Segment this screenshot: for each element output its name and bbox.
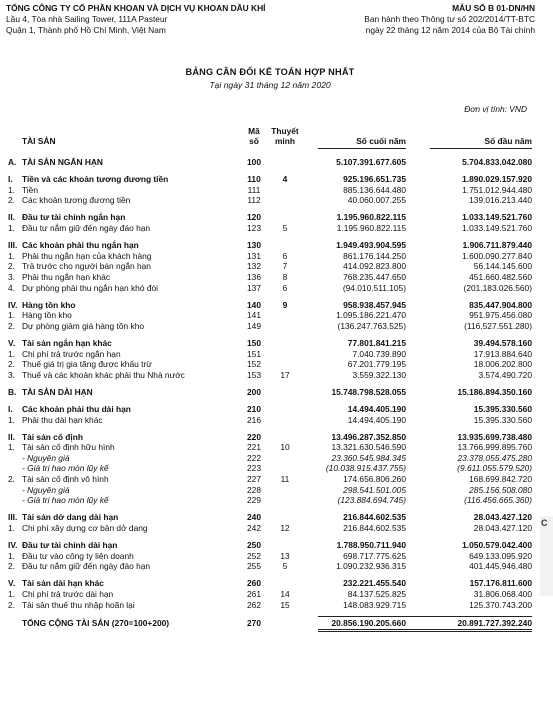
row-end-year-value: 861.176.144.250 xyxy=(343,250,406,261)
row-number: A. xyxy=(8,157,17,167)
row-code: 141 xyxy=(247,310,261,321)
total-double-rule xyxy=(318,629,532,630)
row-number: 4. xyxy=(8,282,15,293)
row-end-year-value: 885.136.644.480 xyxy=(343,184,406,195)
row-code: 151 xyxy=(247,348,261,359)
page-edge-mark: C xyxy=(541,518,548,528)
row-end-year-value: 232.221.455.540 xyxy=(343,578,406,589)
row-label: Trả trước cho người bán ngắn hạn xyxy=(22,261,151,272)
row-number: II. xyxy=(8,431,15,442)
row-end-year-value: (94.010.511.105) xyxy=(342,282,406,293)
row-label: Đầu tư tài chính ngắn hạn xyxy=(22,212,126,223)
total-double-rule xyxy=(318,631,532,632)
row-begin-year-value: 168.699.842.720 xyxy=(469,474,532,484)
row-label: Tài sản cố định xyxy=(22,431,83,442)
row-begin-year-value: 951.975.456.080 xyxy=(469,310,532,321)
row-label: - Giá trị hao mòn lũy kế xyxy=(22,495,109,506)
row-code: 120 xyxy=(247,212,261,223)
row-begin-year-value: 125.370.743.200 xyxy=(469,599,532,610)
row-number: 1. xyxy=(8,588,15,599)
row-begin-year-value: 5.704.833.042.080 xyxy=(462,157,532,167)
row-code: 100 xyxy=(247,157,261,167)
row-label: Các khoản phải thu dài hạn xyxy=(22,403,131,414)
row-code: 252 xyxy=(247,550,261,561)
row-begin-year-value: 31.806.068.400 xyxy=(473,588,532,599)
row-begin-year-value: 15.395.330.560 xyxy=(473,403,532,414)
row-end-year-value: 698.717.775.625 xyxy=(343,550,406,561)
row-code: 210 xyxy=(247,403,261,414)
row-end-year-value: 768.235.447.650 xyxy=(343,271,406,282)
row-begin-year-value: 1.033.149.521.760 xyxy=(462,223,532,233)
row-end-year-value: 958.938.457.945 xyxy=(343,299,406,310)
row-label: TỔNG CỘNG TÀI SẢN (270=100+200) xyxy=(22,618,170,629)
row-label: Hàng tồn kho xyxy=(22,299,76,310)
report-subtitle: Tại ngày 31 tháng 12 năm 2020 xyxy=(209,80,331,90)
row-number: 1. xyxy=(8,184,15,195)
row-code: 240 xyxy=(247,512,261,523)
row-label: Đầu tư vào công ty liên doanh xyxy=(22,550,134,561)
row-label: Đầu tư nắm giữ đến ngày đáo hạn xyxy=(22,561,151,572)
row-end-year-value: (136.247.763.525) xyxy=(337,320,406,331)
row-end-year-value: 216.844.602.535 xyxy=(343,522,406,533)
row-begin-year-value: 139.016.213.440 xyxy=(469,195,532,206)
row-code: 149 xyxy=(247,320,261,331)
row-label: Tài sản dài hạn khác xyxy=(22,578,104,589)
row-label: Thuế giá trị gia tăng được khấu trừ xyxy=(22,359,152,370)
column-header-note-line2: minh xyxy=(274,136,295,146)
row-label: Tài sản dở dang dài hạn xyxy=(22,512,119,523)
row-label: Phải thu ngắn hạn của khách hàng xyxy=(22,250,152,261)
row-label: Chi phí xây dựng cơ bản dở dang xyxy=(22,522,148,533)
row-code: 216 xyxy=(247,414,261,425)
row-code: 222 xyxy=(247,452,261,463)
row-note: 11 xyxy=(280,474,290,484)
row-code: 110 xyxy=(247,174,261,185)
row-code: 250 xyxy=(247,540,261,550)
row-label: Đầu tư tài chính dài hạn xyxy=(22,540,118,550)
row-number: IV. xyxy=(8,299,18,310)
row-number: 2. xyxy=(8,195,15,206)
row-begin-year-value: 157.176.811.600 xyxy=(469,578,532,589)
row-label: Tài sản thuế thu nhập hoãn lại xyxy=(22,599,135,610)
page-edge-strip xyxy=(540,516,553,596)
row-end-year-value: 77.801.841.215 xyxy=(347,337,406,348)
row-begin-year-value: 13.935.699.738.480 xyxy=(457,431,532,442)
row-begin-year-value: 17.913.884.640 xyxy=(473,348,532,359)
row-end-year-value: 20.856.190.205.660 xyxy=(331,618,406,629)
row-label: Dự phòng giảm giá hàng tồn kho xyxy=(22,320,145,331)
row-label: - Nguyên giá xyxy=(22,484,70,495)
row-end-year-value: 14.494.405.190 xyxy=(347,414,406,425)
row-begin-year-value: 28.043.427.120 xyxy=(473,522,532,533)
row-number: 1. xyxy=(8,250,15,261)
column-header-note-line1: Thuyết xyxy=(271,126,299,136)
form-issued-line1: Ban hành theo Thông tư số 202/2014/TT-BTC xyxy=(364,14,535,24)
row-number: 1. xyxy=(8,348,15,359)
row-number: I. xyxy=(8,403,13,414)
row-end-year-value: 148.083.929.715 xyxy=(343,599,406,610)
row-code: 140 xyxy=(247,299,261,310)
row-code: 262 xyxy=(247,599,261,610)
row-end-year-value: 414.092.823.800 xyxy=(343,261,406,272)
row-label: Tài sản ngắn hạn khác xyxy=(22,337,112,348)
row-end-year-value: 1.090.232.936.315 xyxy=(336,561,406,572)
row-note: 9 xyxy=(282,299,288,310)
row-label: Tài sản cố định hữu hình xyxy=(22,442,115,453)
row-end-year-value: 3.559.322.130 xyxy=(352,369,406,380)
row-begin-year-value: 39.494.578.160 xyxy=(473,337,532,348)
row-number: 2. xyxy=(8,599,15,610)
row-number: 2. xyxy=(8,474,15,484)
row-note: 8 xyxy=(282,271,288,282)
row-code: 227 xyxy=(247,474,261,484)
row-number: IV. xyxy=(8,540,18,550)
row-begin-year-value: 20.891.727.392.240 xyxy=(457,618,532,629)
row-begin-year-value: 28.043.427.120 xyxy=(473,512,532,523)
row-note: 7 xyxy=(282,261,288,272)
row-label: Tài sản cố định vô hình xyxy=(22,474,109,484)
row-begin-year-value: 56.144.145.600 xyxy=(473,261,532,272)
row-number: B. xyxy=(8,386,17,397)
row-begin-year-value: 3.574.490.720 xyxy=(478,369,532,380)
company-name: TỔNG CÔNG TY CỔ PHẦN KHOAN VÀ DỊCH VỤ KHOAN DẦU KHÍ xyxy=(6,3,266,13)
row-number: V. xyxy=(8,337,16,348)
row-begin-year-value: 1.751.012.944.480 xyxy=(462,184,532,195)
column-header-assets: TÀI SẢN xyxy=(22,136,56,146)
row-code: 255 xyxy=(247,561,261,572)
row-end-year-value: 7.040.739.890 xyxy=(352,348,406,359)
row-label: TÀI SẢN NGẮN HẠN xyxy=(22,157,103,167)
row-label: TÀI SẢN DÀI HẠN xyxy=(22,386,93,397)
row-code: 152 xyxy=(247,359,261,370)
row-note: 6 xyxy=(282,282,288,293)
report-title: BẢNG CÂN ĐỐI KẾ TOÁN HỢP NHẤT xyxy=(185,67,355,77)
row-note: 17 xyxy=(280,369,290,380)
row-end-year-value: 40.060.007.255 xyxy=(347,195,406,206)
row-begin-year-value: (116.456.665.360) xyxy=(464,495,532,506)
row-number: 1. xyxy=(8,223,15,233)
row-code: 153 xyxy=(247,369,261,380)
row-end-year-value: 216.844.602.535 xyxy=(343,512,406,523)
row-begin-year-value: 23.378.055.475.280 xyxy=(457,452,532,463)
row-code: 200 xyxy=(247,386,261,397)
row-label: Đầu tư nắm giữ đến ngày đáo hạn xyxy=(22,223,151,233)
row-label: Thuế và các khoản khác phải thu Nhà nước xyxy=(22,369,185,380)
form-code: MẪU SỐ B 01-DN/HN xyxy=(452,3,535,13)
row-end-year-value: 925.196.651.735 xyxy=(343,174,406,185)
row-note: 5 xyxy=(282,561,288,572)
row-begin-year-value: 1.600.090.277.840 xyxy=(462,250,532,261)
row-number: V. xyxy=(8,578,16,589)
currency-unit: Đơn vị tính: VND xyxy=(464,104,527,114)
row-code: 261 xyxy=(247,588,261,599)
row-number: 1. xyxy=(8,550,15,561)
row-begin-year-value: 1.033.149.521.760 xyxy=(462,212,532,223)
row-label: Phải thu dài hạn khác xyxy=(22,414,103,425)
row-code: 220 xyxy=(247,431,261,442)
row-label: Chi phí trả trước ngắn hạn xyxy=(22,348,121,359)
row-number: 2. xyxy=(8,261,15,272)
row-number: 1. xyxy=(8,414,15,425)
row-end-year-value: 67.201.779.195 xyxy=(347,359,406,370)
row-label: Hàng tồn kho xyxy=(22,310,72,321)
row-number: III. xyxy=(8,512,18,523)
row-number: III. xyxy=(8,240,18,251)
row-begin-year-value: (201.183.026.560) xyxy=(463,282,532,293)
row-note: 10 xyxy=(280,442,290,453)
row-begin-year-value: (116.527.551.280) xyxy=(464,320,532,331)
row-note: 13 xyxy=(280,550,290,561)
row-number: 1. xyxy=(8,442,15,453)
row-begin-year-value: 1.906.711.879.440 xyxy=(462,240,532,251)
row-end-year-value: 1.095.186.221.470 xyxy=(336,310,406,321)
total-top-rule xyxy=(318,616,532,617)
row-begin-year-value: 835.447.904.800 xyxy=(469,299,532,310)
row-begin-year-value: 401.445.946.480 xyxy=(469,561,532,572)
row-end-year-value: 13.496.287.352.850 xyxy=(331,431,406,442)
row-code: 223 xyxy=(247,463,261,474)
row-code: 131 xyxy=(247,250,261,261)
row-number: 2. xyxy=(8,359,15,370)
row-label: Chi phí trả trước dài hạn xyxy=(22,588,114,599)
row-end-year-value: 1.788.950.711.940 xyxy=(336,540,406,550)
row-code: 260 xyxy=(247,578,261,589)
row-end-year-value: 174.656.806.260 xyxy=(343,474,406,484)
row-label: Tiền xyxy=(22,184,38,195)
row-label: Dự phòng phải thu ngắn hạn khó đòi xyxy=(22,282,158,293)
column-header-begin-year: Số đầu năm xyxy=(484,136,532,146)
row-label: Các khoản phải thu ngắn hạn xyxy=(22,240,139,251)
row-label: - Nguyên giá xyxy=(22,452,70,463)
row-number: 2. xyxy=(8,320,15,331)
row-label: Phải thu ngắn hạn khác xyxy=(22,271,111,282)
row-code: 123 xyxy=(247,223,261,233)
row-begin-year-value: (9.611.055.579.520) xyxy=(457,463,532,474)
company-address-line2: Quận 1, Thành phố Hồ Chí Minh, Việt Nam xyxy=(6,25,166,35)
row-note: 14 xyxy=(280,588,290,599)
row-end-year-value: (10.038.915.437.755) xyxy=(325,463,406,474)
row-code: 270 xyxy=(247,618,261,629)
row-label: - Giá trị hao mòn lũy kế xyxy=(22,463,109,474)
row-code: 229 xyxy=(247,495,261,506)
row-end-year-value: 298.541.501.005 xyxy=(343,484,406,495)
row-end-year-value: (123.884.694.745) xyxy=(337,495,406,506)
company-address-line1: Lầu 4, Tòa nhà Sailing Tower, 111A Pasteur xyxy=(6,14,168,24)
row-begin-year-value: 18.006.202.800 xyxy=(473,359,532,370)
row-note: 15 xyxy=(280,599,290,610)
row-end-year-value: 1.949.493.904.595 xyxy=(336,240,406,251)
row-number: 3. xyxy=(8,369,15,380)
row-number: 1. xyxy=(8,310,15,321)
row-code: 137 xyxy=(247,282,261,293)
column-header-code-line2: số xyxy=(249,136,259,146)
row-code: 130 xyxy=(247,240,261,251)
row-note: 5 xyxy=(282,223,288,233)
row-code: 221 xyxy=(247,442,261,453)
row-code: 150 xyxy=(247,337,261,348)
row-end-year-value: 1.195.960.822.115 xyxy=(336,212,406,223)
row-end-year-value: 15.748.798.528.055 xyxy=(331,386,406,397)
row-number: I. xyxy=(8,174,13,185)
row-number: 3. xyxy=(8,271,15,282)
row-end-year-value: 1.195.960.822.115 xyxy=(336,223,406,233)
row-begin-year-value: 1.050.579.042.400 xyxy=(462,540,532,550)
row-note: 4 xyxy=(282,174,288,185)
row-end-year-value: 5.107.391.677.605 xyxy=(336,157,406,167)
row-end-year-value: 14.494.405.190 xyxy=(347,403,406,414)
row-code: 228 xyxy=(247,484,261,495)
row-code: 132 xyxy=(247,261,261,272)
column-header-code-line1: Mã xyxy=(248,126,260,136)
row-code: 136 xyxy=(247,271,261,282)
row-code: 111 xyxy=(247,184,261,195)
form-issued-line2: ngày 22 tháng 12 năm 2014 của Bộ Tài chính xyxy=(365,25,535,35)
row-begin-year-value: 15.395.330.560 xyxy=(473,414,532,425)
row-label: Các khoản tương đương tiền xyxy=(22,195,131,206)
row-begin-year-value: 13.766.999.895.760 xyxy=(457,442,532,453)
row-end-year-value: 84.137.525.825 xyxy=(347,588,406,599)
row-begin-year-value: 285.156.508.080 xyxy=(469,484,532,495)
row-code: 112 xyxy=(247,195,261,206)
row-begin-year-value: 451.660.482.560 xyxy=(469,271,532,282)
row-number: 2. xyxy=(8,561,15,572)
row-note: 12 xyxy=(280,522,290,533)
row-note: 6 xyxy=(282,250,288,261)
row-end-year-value: 13.321.630.546.590 xyxy=(331,442,406,453)
column-header-end-year: Số cuối năm xyxy=(356,136,406,146)
row-begin-year-value: 649.133.095.920 xyxy=(469,550,532,561)
row-label: Tiền và các khoản tương đương tiền xyxy=(22,174,169,185)
row-end-year-value: 23.360.545.984.345 xyxy=(331,452,406,463)
row-code: 242 xyxy=(247,522,261,533)
row-number: 1. xyxy=(8,522,15,533)
row-number: II. xyxy=(8,212,15,223)
row-begin-year-value: 15.186.894.350.160 xyxy=(457,386,532,397)
row-begin-year-value: 1.890.029.157.920 xyxy=(462,174,532,185)
